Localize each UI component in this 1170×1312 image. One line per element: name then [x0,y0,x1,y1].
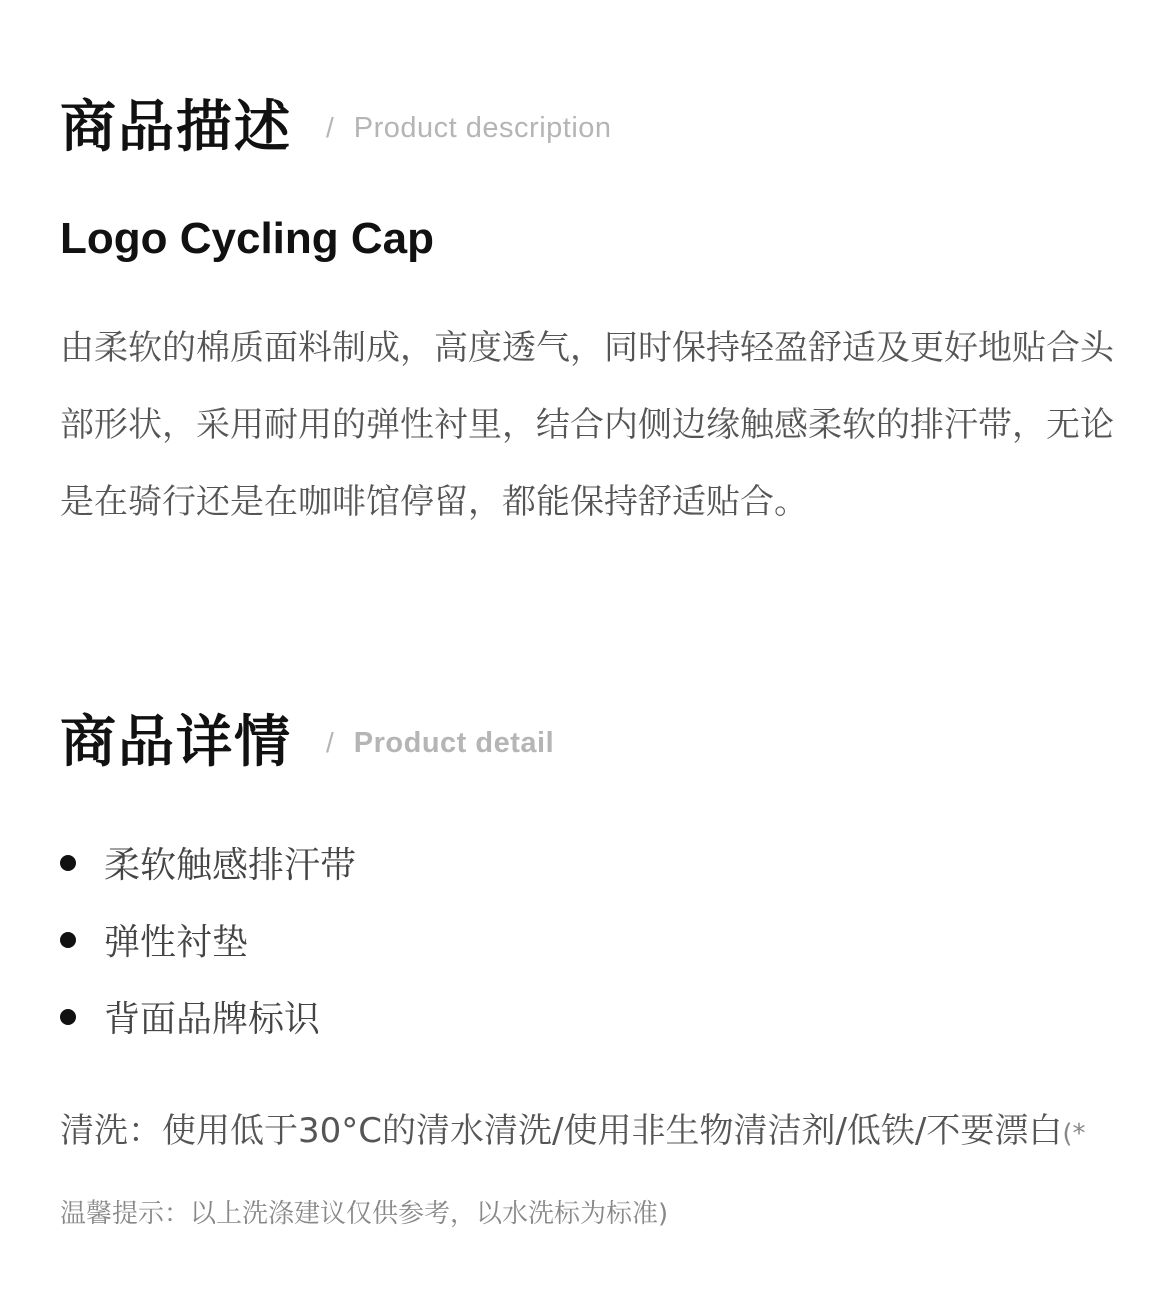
bullet-icon [60,932,76,948]
feature-text: 柔软触感排汗带 [104,845,357,886]
detail-title-text: 商品详情 [60,710,292,775]
description-separator: / [326,112,334,143]
description-title [60,95,292,160]
feature-list [60,824,356,1055]
feature-text: 弹性衬垫 [104,922,249,963]
feature-text: 背面品牌标识 [104,999,321,1040]
bullet-icon [60,855,76,871]
product-description: 由柔软的棉质面料制成，高度透气，同时保持轻盈舒适及更好地贴合头部形状，采用耐用的弹性衬里，结合内侧边缘触感柔软的排汗带，无论是在骑行还是在咖啡馆停留，都能保持舒适贴合。 [60,328,1114,522]
detail-header [60,710,555,775]
list-item [60,978,356,1055]
list-item [60,901,356,978]
product-name: Logo Cycling Cap [60,214,434,263]
detail-title [60,710,292,775]
care-instructions [60,1093,1110,1253]
care-note: (*温馨提示：以上洗涤建议仅供参考，以水洗标为标准) [60,1119,1086,1229]
list-item [60,824,356,901]
description-subtitle: Product description [353,111,612,144]
bullet-icon [60,1009,76,1025]
care-text: 清洗：使用低于30°C的清水清洗/使用非生物清洁剂/低铁/不要漂白 [60,1111,1063,1151]
description-title-text: 商品描述 [60,95,292,160]
detail-subtitle: Product detail [353,726,555,759]
description-header [60,95,612,160]
detail-separator: / [326,727,334,758]
